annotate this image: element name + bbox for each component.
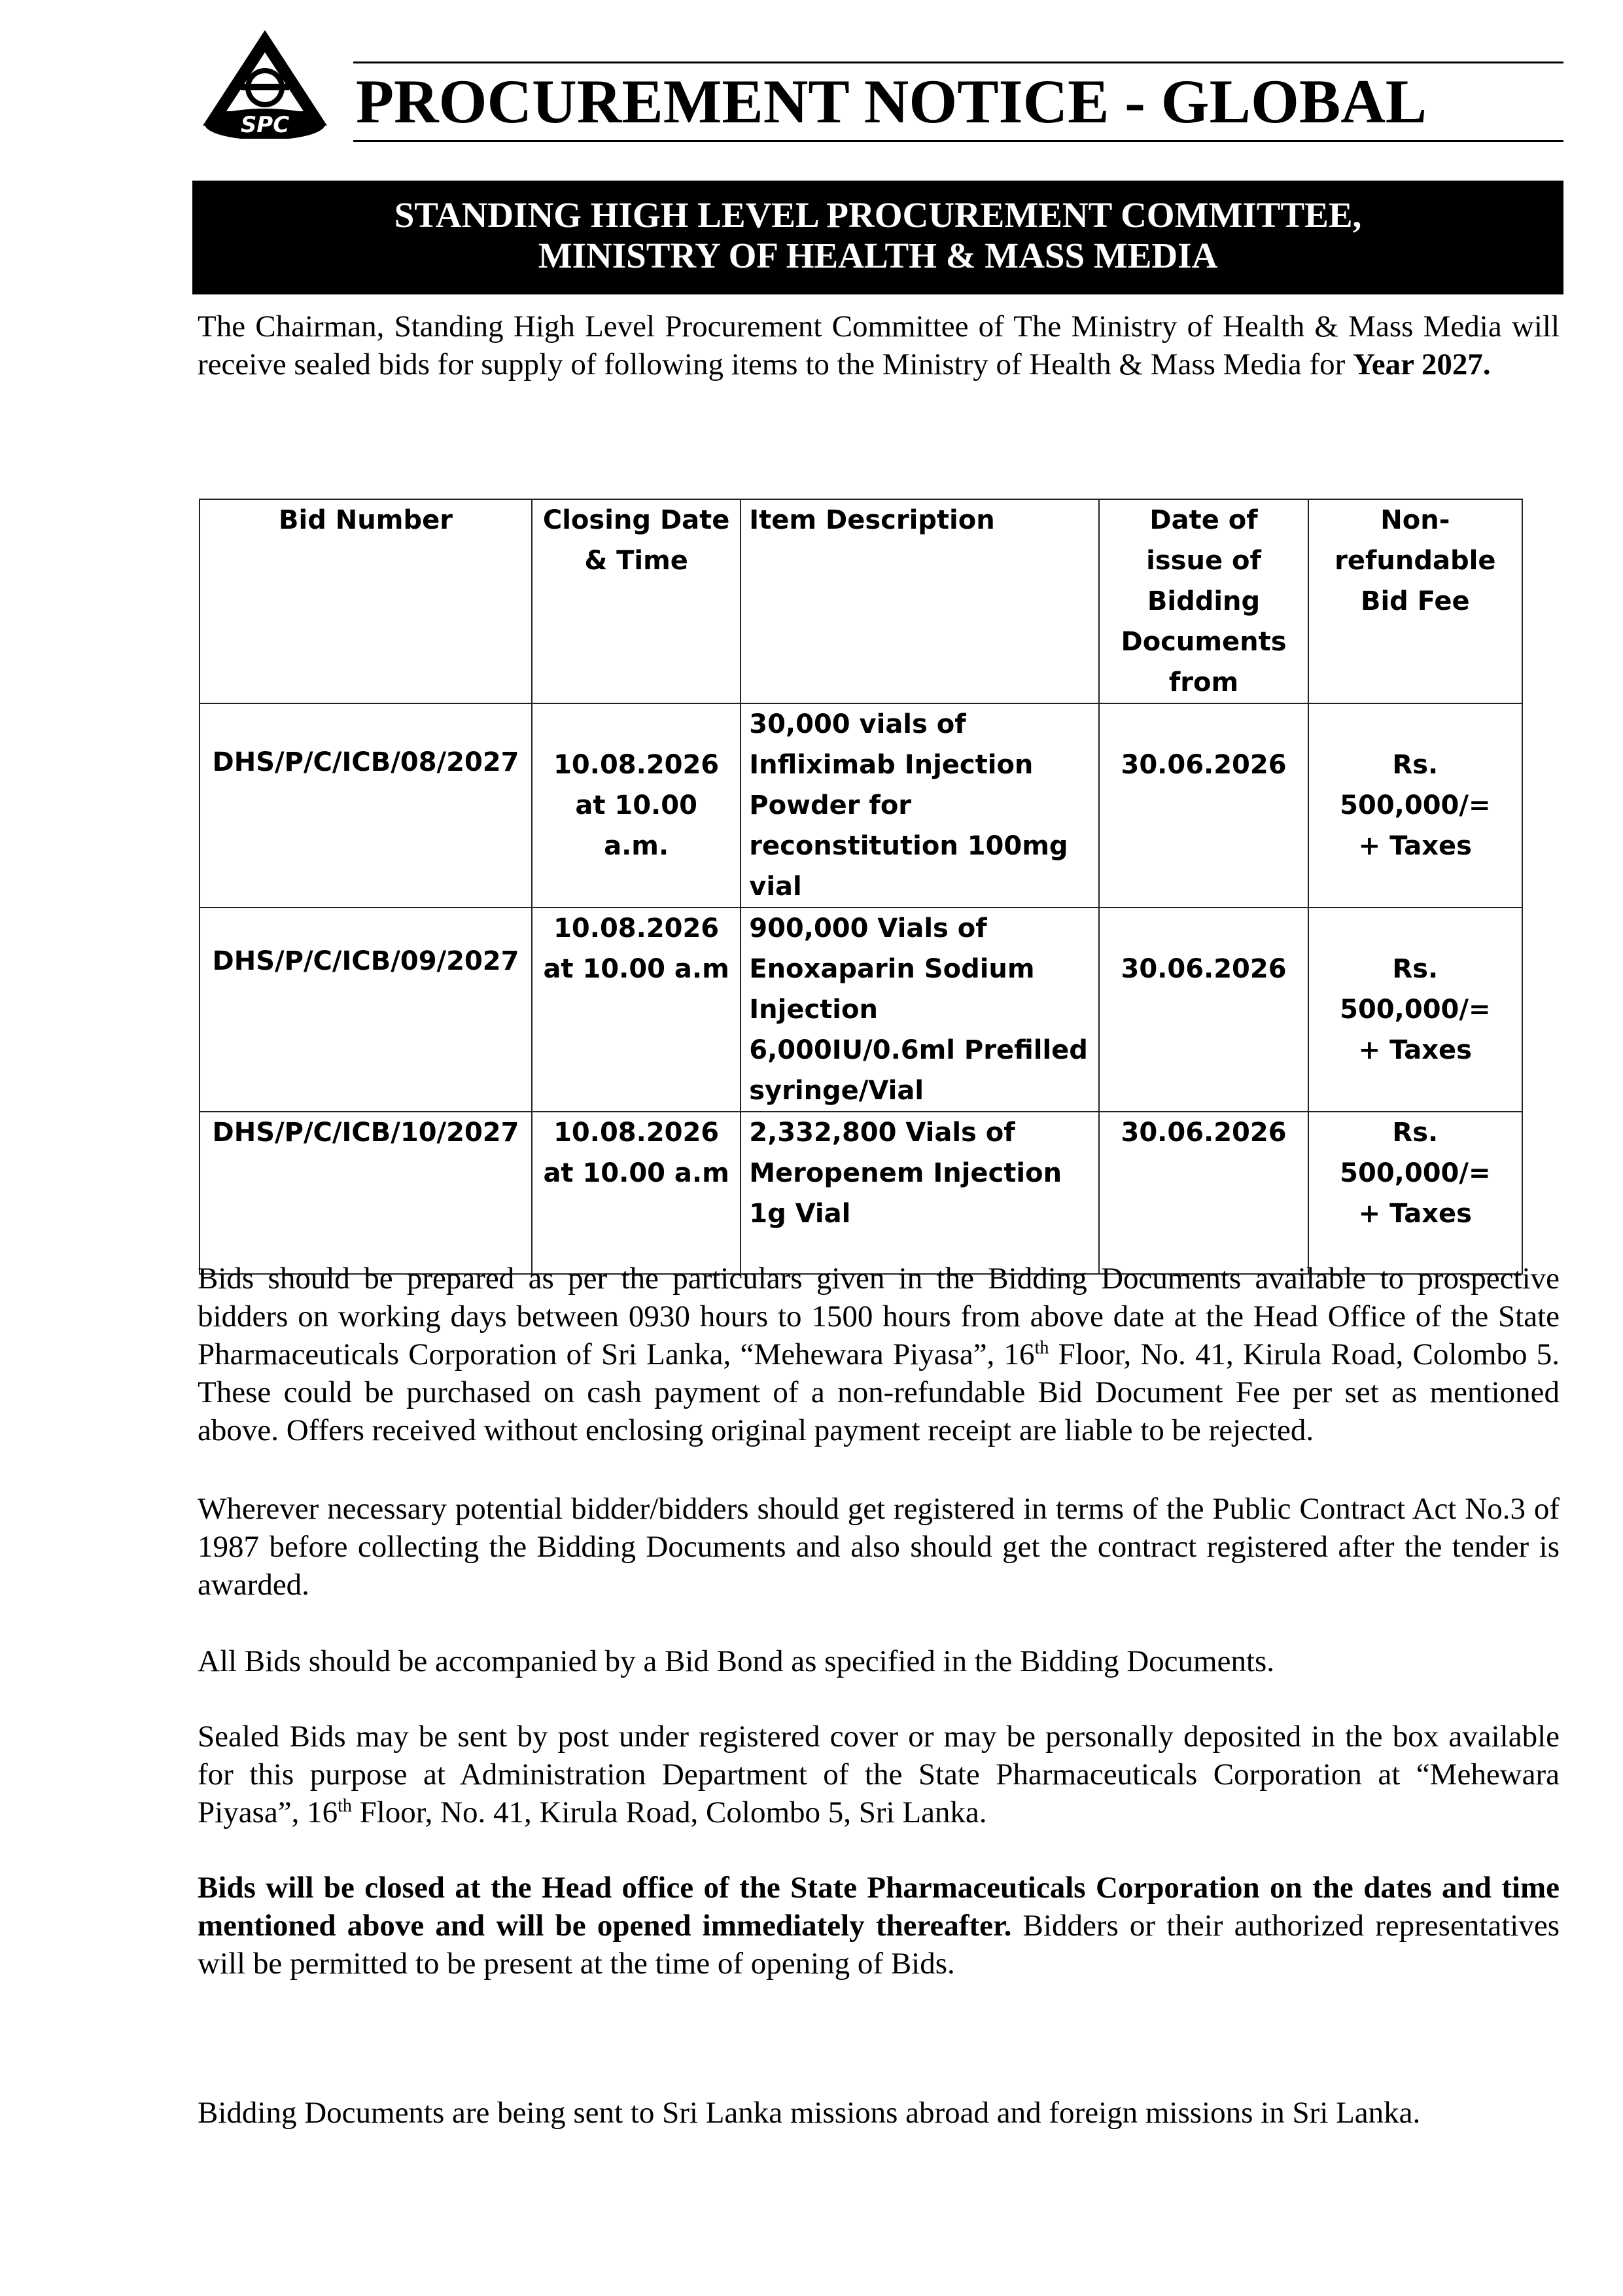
issue-date: 30.06.2026 [1099, 703, 1308, 908]
header-closing: Closing Date & Time [532, 499, 741, 703]
svg-text:SPC: SPC [240, 112, 290, 138]
closing-date: 10.08.2026 [553, 1118, 720, 1148]
bids-table [199, 499, 1523, 1275]
bid-fee: Rs. 500,000/= [1340, 1118, 1491, 1188]
bid-fee-cell [1308, 703, 1522, 908]
banner-line-2: MINISTRY OF HEALTH & MASS MEDIA [538, 236, 1218, 275]
item-description: 30,000 vials of Infliximab Injection Powder for reconstitution 100mg vial [741, 703, 1099, 908]
header-bid-number: Bid Number [200, 499, 532, 703]
paragraph-bold-text: Bids will be closed at the Head office of the State Pharmaceuticals Corporation on the dates and time mentioned above and will be opened immediately thereafter. [198, 1871, 1560, 1943]
bid-fee: Rs. 500,000/= [1340, 750, 1491, 821]
intro-text: The Chairman, Standing High Level Procurement Committee of The Ministry of Health & Mass Media will receive sealed bids for supply of following items to the Ministry of Health & Mass Media for [198, 309, 1560, 381]
paragraph-sealed-bids [198, 1718, 1560, 1831]
paragraph-bid-bond: All Bids should be accompanied by a Bid Bond as specified in the Bidding Documents. [198, 1644, 1275, 1678]
paragraph-closing [198, 1869, 1560, 1983]
table-row [200, 703, 1522, 908]
page-title: PROCUREMENT NOTICE - GLOBAL [356, 67, 1427, 136]
closing-date: 10.08.2026 [553, 913, 720, 944]
header-fee: Non-refundable Bid Fee [1308, 499, 1522, 703]
paragraph-text: Floor, No. 41, Kirula Road, Colombo 5. These could be purchased on cash payment of a non-refundable Bid Document Fee per set as mentioned above. Offers received without enclosing original payment receipt are liable to be rejected. [198, 1337, 1560, 1447]
table-header-row [200, 499, 1522, 703]
title-rule-bottom [353, 140, 1563, 142]
bid-fee-note: + Taxes [1358, 1199, 1472, 1229]
bid-number: DHS/P/C/ICB/10/2027 [200, 1112, 532, 1274]
issue-date: 30.06.2026 [1099, 1112, 1308, 1274]
intro-year: Year 2027. [1353, 347, 1491, 381]
paragraph-text: Bids should be prepared as per the particulars given in the Bidding Documents available to prospective bidders on working days between 0930 hours to 1500 hours from above date at the Head Office of the State Pharmaceuticals Corporation of Sri Lanka, “Mehewara Piyasa”, 16 [198, 1262, 1560, 1371]
item-description: 2,332,800 Vials of Meropenem Injection 1g Vial [741, 1112, 1099, 1274]
bid-fee: Rs. 500,000/= [1340, 954, 1491, 1025]
closing-time: at 10.00 a.m [543, 954, 729, 984]
bid-fee-cell [1308, 908, 1522, 1112]
paragraph-registration: Wherever necessary potential bidder/bidders should get registered in terms of the Public Contract Act No.3 of 1987 before collecting the Bidding Documents and also should get the contract registered after the tender is awarded. [198, 1492, 1560, 1602]
superscript: th [338, 1795, 352, 1816]
paragraph-missions: Bidding Documents are being sent to Sri Lanka missions abroad and foreign missions in Sri Lanka. [198, 2096, 1421, 2130]
paragraph-bidding-documents [198, 1260, 1560, 1449]
bid-fee-cell [1308, 1112, 1522, 1274]
closing-cell [532, 908, 741, 1112]
paragraph-text: Floor, No. 41, Kirula Road, Colombo 5, Sri Lanka. [351, 1795, 987, 1829]
bid-fee-note: + Taxes [1358, 831, 1472, 861]
item-description: 900,000 Vials of Enoxaparin Sodium Injection 6,000IU/0.6ml Prefilled syringe/Vial [741, 908, 1099, 1112]
closing-time: at 10.00 a.m. [575, 790, 697, 861]
committee-banner [192, 181, 1563, 294]
closing-cell [532, 703, 741, 908]
title-rule-top [353, 62, 1563, 63]
bid-number: DHS/P/C/ICB/08/2027 [200, 703, 532, 908]
bid-number: DHS/P/C/ICB/09/2027 [200, 908, 532, 1112]
intro-paragraph [198, 308, 1560, 383]
superscript: th [1034, 1337, 1049, 1358]
header-issue: Date of issue of Bidding Documents from [1099, 499, 1308, 703]
bid-fee-note: + Taxes [1358, 1035, 1472, 1065]
table-row [200, 908, 1522, 1112]
header-item: Item Description [741, 499, 1099, 703]
paragraph-text: Bidders or their authorized representatives will be permitted to be present at the time of opening of Bids. [198, 1909, 1560, 1981]
closing-date: 10.08.2026 [553, 750, 720, 780]
closing-cell [532, 1112, 741, 1274]
spc-logo [196, 27, 334, 139]
closing-time: at 10.00 a.m [543, 1158, 729, 1188]
issue-date: 30.06.2026 [1099, 908, 1308, 1112]
table-row [200, 1112, 1522, 1274]
paragraph-text: Sealed Bids may be sent by post under registered cover or may be personally deposited in the box available for this purpose at Administration Department of the State Pharmaceuticals Corporation at “Mehewara Piyasa”, 16 [198, 1720, 1560, 1829]
banner-line-1: STANDING HIGH LEVEL PROCUREMENT COMMITTEE, [394, 195, 1362, 235]
